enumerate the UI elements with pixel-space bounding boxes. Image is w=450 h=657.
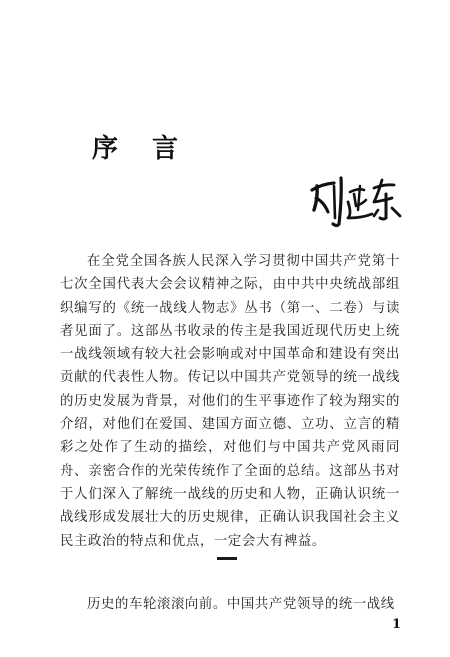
paragraph-1: 在全党全国各族人民深入学习贯彻中国共产党第十七次全国代表大会会议精神之际，由中共中央统战部组织编写的《统一战线人物志》丛书（第一、二卷）与读者见面了。这部丛书收录的传主是我国近现代历史上统一战线领域有较大社会影响或对中国革命和建设有突出贡献的代表性人物。传记以中国共产党领导的统一战线的历史发展为背景，对他们的生平事迹作了较为翔实的介绍，对他们在爱国、建国方面立德、立功、立言的精彩之处作了生动的描绘，对他们与中国共产党风雨同舟、亲密合作的光荣传统作了全面的总结。这部丛书对于人们深入了解统一战线的历史和人物，正确认识统一战线形成发展壮大的历史规律，正确认识我国社会主义民主政治的特点和优点，一定会大有裨益。 [60,254,400,549]
section-number [217,557,237,560]
paragraph-2: 历史的车轮滚滚向前。中国共产党领导的统一战线 [87,597,395,612]
author-signature [308,172,408,230]
section-number-text [217,557,218,558]
page-number: 1 [392,617,402,632]
signature-image [308,172,408,230]
page-title: 序言 [92,134,213,164]
